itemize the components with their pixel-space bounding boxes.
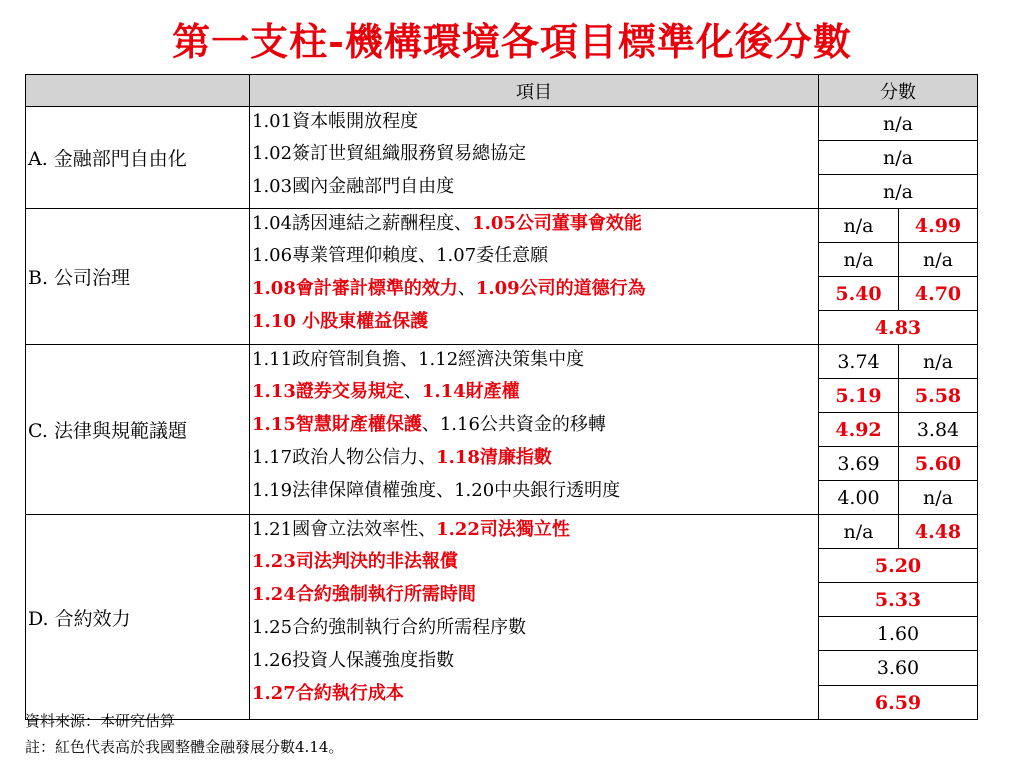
item-text: 1.26投資人保護強度指數 — [252, 650, 455, 671]
item-text: 1.23司法判決的非法報償 — [252, 551, 458, 572]
header-score-cell: 分數 — [819, 75, 978, 107]
item-text: 1.09公司的道德行為 — [475, 278, 646, 299]
item-text: 1.21國會立法效率性、 — [252, 519, 437, 540]
score-cell: 6.59 — [819, 686, 978, 720]
score-cell: 5.60 — [899, 447, 978, 481]
score-cell: n/a — [899, 345, 978, 379]
item-text: 1.03國內金融部門自由度 — [252, 176, 455, 197]
header-category-cell — [26, 75, 250, 107]
score-cell: 5.20 — [819, 549, 978, 583]
score-cell: n/a — [819, 175, 978, 209]
item-text: 1.11政府管制負擔、1.12經濟決策集中度 — [252, 349, 585, 370]
category-cell: C. 法律與規範議題 — [26, 345, 250, 515]
item-text: 1.10 小股東權益保護 — [252, 311, 429, 332]
item-line — [252, 272, 818, 305]
score-cell: 1.60 — [819, 617, 978, 651]
header-item-cell: 項目 — [250, 75, 819, 107]
score-cell: 5.33 — [819, 583, 978, 617]
score-cell: 3.84 — [899, 413, 978, 447]
item-line — [252, 515, 818, 545]
item-text: 1.17政治人物公信力、 — [252, 447, 437, 468]
scores-table — [25, 74, 978, 720]
score-cell: 4.83 — [819, 311, 978, 345]
score-cell: 4.00 — [819, 481, 899, 515]
category-cell: A. 金融部門自由化 — [26, 107, 250, 209]
score-cell: 3.60 — [819, 651, 978, 686]
table-row — [26, 209, 978, 243]
item-text: 1.27合約執行成本 — [252, 683, 404, 704]
score-cell: n/a — [819, 515, 899, 549]
score-cell: 5.58 — [899, 379, 978, 413]
item-text: 、 — [457, 278, 476, 299]
item-line — [252, 305, 818, 338]
score-cell: 4.99 — [899, 209, 978, 243]
item-line — [252, 137, 818, 170]
item-text: 1.05公司董事會效能 — [472, 213, 642, 234]
score-cell: 3.69 — [819, 447, 899, 481]
item-text: 、1.16公共資金的移轉 — [421, 414, 606, 435]
score-cell: 4.70 — [899, 277, 978, 311]
category-cell: D. 合約效力 — [26, 515, 250, 720]
table-row — [26, 515, 978, 549]
item-line — [252, 578, 818, 611]
item-text: 1.22司法獨立性 — [436, 519, 570, 540]
item-text: 1.13證券交易規定 — [252, 381, 404, 402]
item-line — [252, 677, 818, 710]
items-cell — [250, 209, 819, 345]
items-cell — [250, 107, 819, 209]
item-line — [252, 441, 818, 474]
remark-note: 註：紅色代表高於我國整體金融發展分數4.14。 — [25, 738, 344, 756]
item-text: 1.14財產權 — [421, 381, 520, 402]
table-body — [26, 107, 978, 720]
score-cell: 5.40 — [819, 277, 899, 311]
table-row — [26, 107, 978, 141]
item-line — [252, 209, 818, 239]
score-cell: 4.48 — [899, 515, 978, 549]
item-text: 1.18清廉指數 — [436, 447, 552, 468]
score-cell: n/a — [899, 243, 978, 277]
score-cell: 4.92 — [819, 413, 899, 447]
item-line — [252, 375, 818, 408]
item-text: 1.02簽訂世貿組織服務貿易總協定 — [252, 143, 527, 164]
page-title: 第一支柱-機構環境各項目標準化後分數 — [172, 19, 852, 64]
item-line — [252, 107, 818, 137]
table-header-row — [26, 75, 978, 107]
items-cell — [250, 345, 819, 515]
item-text: 1.04誘因連結之薪酬程度、 — [252, 213, 473, 234]
item-text: 1.01資本帳開放程度 — [252, 111, 419, 132]
score-cell: n/a — [819, 107, 978, 141]
item-line — [252, 545, 818, 578]
score-cell: n/a — [899, 481, 978, 515]
item-text: 、 — [403, 381, 422, 402]
item-text: 1.24合約強制執行所需時間 — [252, 584, 476, 605]
item-line — [252, 345, 818, 375]
score-cell: 5.19 — [819, 379, 899, 413]
source-note: 資料來源：本研究估算 — [25, 712, 176, 730]
table-row — [26, 345, 978, 379]
category-cell: B. 公司治理 — [26, 209, 250, 345]
item-text: 1.06專業管理仰賴度、1.07委任意願 — [252, 245, 549, 266]
item-line — [252, 644, 818, 677]
item-line — [252, 239, 818, 272]
item-line — [252, 170, 818, 203]
score-cell: n/a — [819, 243, 899, 277]
item-line — [252, 611, 818, 644]
item-line — [252, 474, 818, 507]
score-cell: n/a — [819, 209, 899, 243]
score-cell: 3.74 — [819, 345, 899, 379]
item-line — [252, 408, 818, 441]
items-cell — [250, 515, 819, 720]
item-text: 1.15智慧財產權保護 — [252, 414, 422, 435]
item-text: 1.19法律保障債權強度、1.20中央銀行透明度 — [252, 480, 621, 501]
item-text: 1.25合約強制執行合約所需程序數 — [252, 617, 527, 638]
score-cell: n/a — [819, 141, 978, 175]
item-text: 1.08會計審計標準的效力 — [252, 278, 458, 299]
